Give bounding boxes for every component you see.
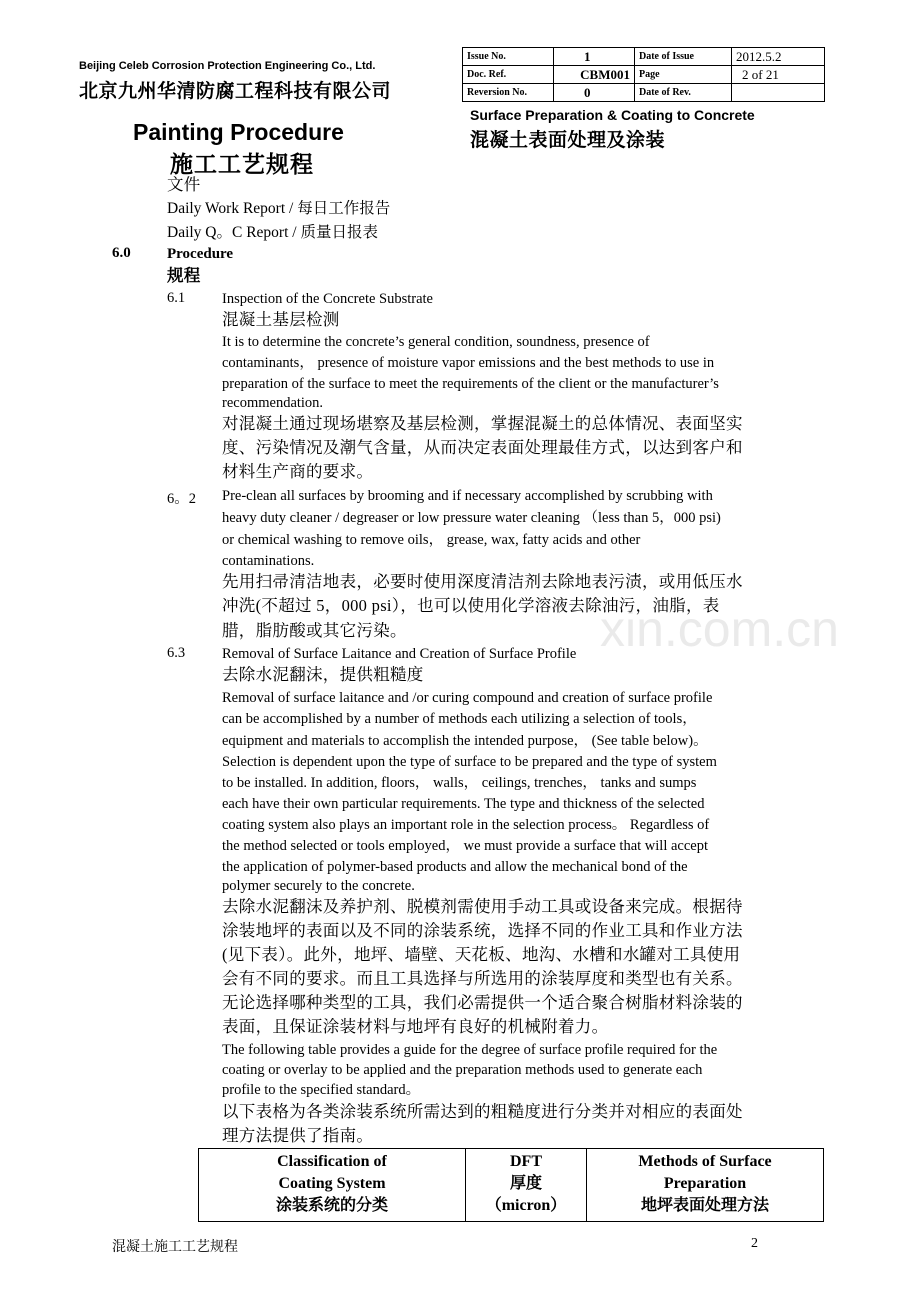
paragraph-line: polymer securely to the concrete. (222, 878, 415, 894)
page-title-zh: 施工工艺规程 (170, 151, 314, 177)
paragraph-line-zh: 腊，脂肪酸或其它污染。 (222, 621, 407, 640)
paragraph-line: Selection is dependent upon the type of surface to be prepared and the type of system (222, 754, 717, 770)
paragraph-line: each have their own particular requirements. The type and thickness of the selected (222, 796, 705, 812)
issue-no-value: 1 (554, 48, 635, 66)
issue-no-label: Issue No. (463, 48, 554, 66)
section-title-zh: 规程 (167, 266, 201, 285)
company-name-zh: 北京九州华清防腐工程科技有限公司 (79, 81, 392, 102)
subsection-6-1-number: 6.1 (167, 290, 186, 306)
table-header-line: Preparation (663, 1175, 747, 1192)
daily-work-report: Daily Work Report / 每日工作报告 (167, 200, 391, 217)
table-header-cell (466, 1149, 587, 1222)
paragraph-line-zh: 先用扫帚清洁地表，必要时使用深度清洁剂去除地表污渍，或用低压水 (222, 572, 743, 591)
subsection-6-1-title-en: Inspection of the Concrete Substrate (222, 291, 433, 307)
date-of-rev-value (732, 84, 825, 102)
table-header-cell (587, 1149, 824, 1222)
footer-document-name: 混凝土施工工艺规程 (112, 1240, 238, 1255)
paragraph-line-zh: 冲洗(不超过 5，000 psi），也可以使用化学溶液去除油污，油脂，表 (222, 596, 720, 615)
paragraph-line: the application of polymer-based products and allow the mechanical bond of the (222, 859, 688, 875)
subsection-6-1-title-zh: 混凝土基层检测 (222, 310, 340, 329)
paragraph-line-zh: 表面，且保证涂装材料与地坪有良好的机械附着力。 (222, 1017, 609, 1036)
date-of-issue-value: 2012.5.2 (732, 48, 825, 66)
paragraph-line-zh: 去除水泥翻沫及养护剂、脱模剂需使用手动工具或设备来完成。根据待 (222, 897, 743, 916)
paragraph-line: equipment and materials to accomplish the intended purpose， (See table below)。 (222, 733, 708, 749)
paragraph-line-zh: 无论选择哪种类型的工具，我们必需提供一个适合聚合树脂材料涂装的 (222, 993, 743, 1012)
date-of-rev-label: Date of Rev. (635, 84, 732, 102)
footer-page-number: 2 (751, 1236, 758, 1251)
paragraph-line: preparation of the surface to meet the requirements of the client or the manufacturer’s (222, 376, 719, 392)
paragraph-line: profile to the specified standard。 (222, 1082, 421, 1098)
table-header-line: DFT (510, 1153, 542, 1170)
paragraph-line-zh: (见下表）。此外，地坪、墙壁、天花板、地沟、水槽和水罐对工具使用 (222, 945, 741, 964)
paragraph-line: or chemical washing to remove oils， grease, wax, fatty acids and other (222, 532, 641, 548)
paragraph-line: It is to determine the concrete’s general condition, soundness, presence of (222, 334, 650, 350)
paragraph-line-zh: 度、污染情况及潮气含量，从而决定表面处理最佳方式，以达到客户和 (222, 438, 743, 457)
table-header-line: 厚度 (509, 1175, 542, 1192)
subtitle-zh: 混凝土表面处理及涂装 (470, 130, 666, 151)
paragraph-line: coating or overlay to be applied and the preparation methods used to generate each (222, 1062, 703, 1078)
doc-ref-label: Doc. Ref. (463, 66, 554, 84)
subsection-6-2-number: 6。2 (167, 491, 196, 507)
paragraph-line: can be accomplished by a number of methods each utilizing a selection of tools， (222, 711, 697, 727)
paragraph-line-zh: 材料生产商的要求。 (222, 462, 374, 481)
date-of-issue-label: Date of Issue (635, 48, 732, 66)
section-title-en: Procedure (167, 246, 234, 262)
table-header-line: 地坪表面处理方法 (640, 1197, 769, 1214)
surface-profile-table (198, 1148, 824, 1222)
table-header-cell (199, 1149, 466, 1222)
paragraph-line: contaminants， presence of moisture vapor emissions and the best methods to use in (222, 355, 715, 371)
documents-heading-zh: 文件 (167, 175, 201, 194)
paragraph-line-zh: 会有不同的要求。而且工具选择与所选用的涂装厚度和类型也有关系。 (222, 969, 743, 988)
company-name-en: Beijing Celeb Corrosion Protection Engineering Co., Ltd. (79, 60, 376, 72)
paragraph-line: Removal of surface laitance and /or curing compound and creation of surface profile (222, 690, 713, 706)
page-value: 2 of 21 (732, 66, 825, 84)
paragraph-line-zh: 理方法提供了指南。 (222, 1126, 374, 1145)
document-info-table (462, 47, 825, 102)
table-header-line: （micron） (485, 1197, 567, 1214)
subsection-6-3-title-zh: 去除水泥翻沫，提供粗糙度 (222, 665, 424, 684)
paragraph-line: Pre-clean all surfaces by brooming and if necessary accomplished by scrubbing with (222, 488, 713, 504)
subsection-6-3-number: 6.3 (167, 645, 186, 661)
paragraph-line: recommendation. (222, 395, 324, 411)
table-header-row (199, 1149, 824, 1222)
daily-qc-report: Daily Q。C Report / 质量日报表 (167, 224, 378, 241)
paragraph-line: The following table provides a guide for the degree of surface profile required for the (222, 1042, 718, 1058)
paragraph-line-zh: 以下表格为各类涂装系统所需达到的粗糙度进行分类并对相应的表面处 (222, 1102, 743, 1121)
paragraph-line: coating system also plays an important role in the selection process。 Regardless of (222, 817, 710, 833)
paragraph-line-zh: 对混凝土通过现场堪察及基层检测，掌握混凝土的总体情况、表面坚实 (222, 414, 743, 433)
revision-no-label: Reversion No. (463, 84, 554, 102)
subsection-6-3-title-en: Removal of Surface Laitance and Creation of Surface Profile (222, 646, 577, 662)
table-header-line: Classification of (277, 1153, 387, 1170)
page-label: Page (635, 66, 732, 84)
revision-no-value: 0 (554, 84, 635, 102)
table-header-line: Coating System (278, 1175, 386, 1192)
table-header-line: Methods of Surface (638, 1153, 772, 1170)
page-title-en: Painting Procedure (133, 119, 344, 145)
paragraph-line: heavy duty cleaner / degreaser or low pressure water cleaning （less than 5，000 psi) (222, 510, 721, 526)
section-number: 6.0 (112, 245, 131, 261)
table-header-line: 涂装系统的分类 (275, 1197, 388, 1214)
subtitle-en: Surface Preparation & Coating to Concrete (470, 107, 755, 123)
watermark: xin.com.cn (600, 601, 839, 657)
paragraph-line: the method selected or tools employed， we must provide a surface that will accept (222, 838, 708, 854)
paragraph-line-zh: 涂装地坪的表面以及不同的涂装系统，选择不同的作业工具和作业方法 (222, 921, 743, 940)
doc-ref-value: CBM001 (554, 66, 635, 84)
paragraph-line: to be installed. In addition, floors， walls， ceilings, trenches， tanks and sumps (222, 775, 697, 791)
paragraph-line: contaminations. (222, 553, 315, 569)
